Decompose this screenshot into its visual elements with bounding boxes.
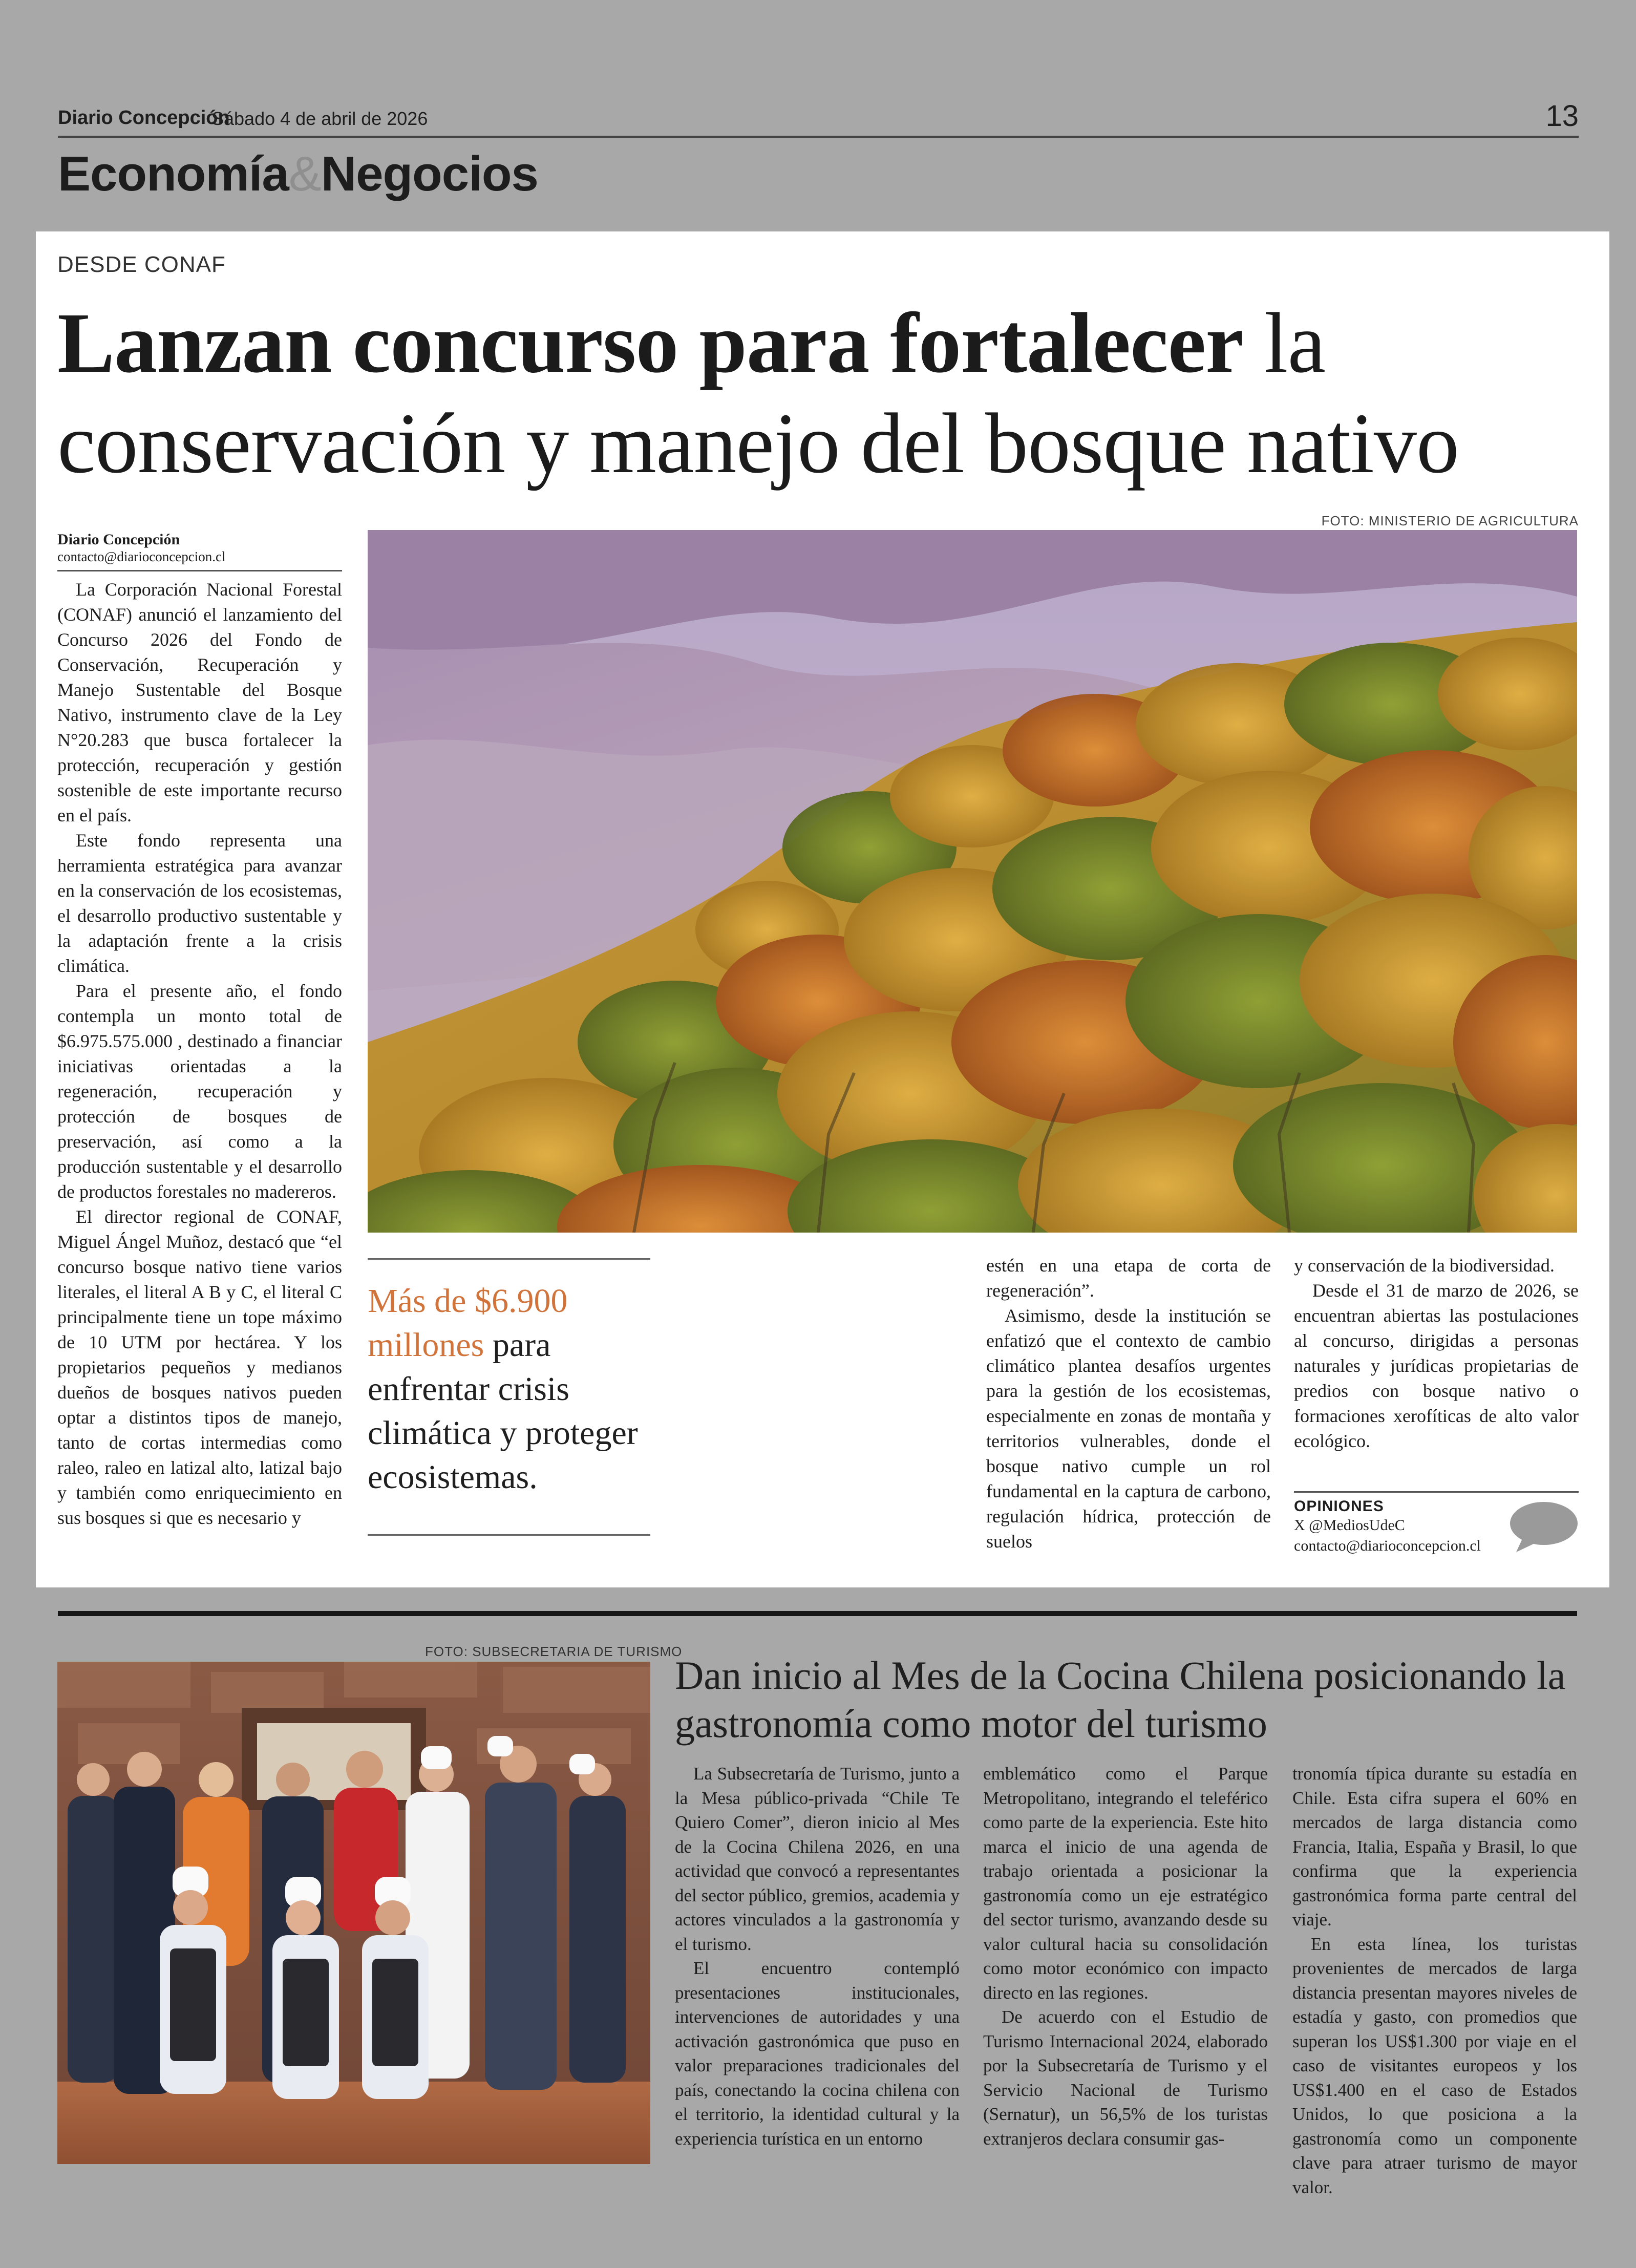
opinions-box xyxy=(1294,1491,1579,1570)
byline-author: Diario Concepción xyxy=(57,531,180,548)
story-kicker: DESDE CONAF xyxy=(57,252,226,277)
paragraph: El director regional de CONAF, Miguel Ángel Muñoz, destacó que “el concurso bosque nativo tiene varios literales, el literal A B y C, el literal C principalmente tiene un tope máximo de 10 UTM por hectárea. Y los propietarios pequeños y medianos dueños de bosques nativos pueden optar a distintos tipos de manejo, tanto de cortas intermedias como raleo, raleo en latizal alto, latizal bajo y también como enriquecimiento en sus bosques si que es necesario y xyxy=(57,1206,342,1528)
opinions-email: contacto@diarioconcepcion.cl xyxy=(1294,1537,1481,1554)
paragraph: El encuentro contempló presentaciones institucionales, intervenciones de autoridades y una activación gastronómica que puso en valor preparaciones tradicionales del país, conectando la cocina chilena con el territorio, la identidad cultural y la experiencia turística en un entorno xyxy=(675,1958,960,2149)
pull-quote-text xyxy=(368,1279,650,1499)
second-story-headline: Dan inicio al Mes de la Cocina Chilena posicionando la gastronomía como motor del turismo xyxy=(675,1653,1566,1746)
section-title-part1: Economía xyxy=(58,146,289,201)
pull-quote xyxy=(368,1258,650,1536)
paragraph: tronomía típica durante su estadía en Chile. Esta cifra supera el 60% en mercados de larga distancia como Francia, Italia, España y Brasil, lo que confirma que la experiencia gastronómica forma parte central del viaje. xyxy=(1292,1764,1577,1930)
main-story-card xyxy=(36,231,1609,1587)
paragraph: emblemático como el Parque Metropolitano, integrando el teleférico como parte de la experiencia. Este hito marca el inicio de una agenda de trabajo orientada a posicionar la gastronomía como un eje estratégico del sector turismo, avanzando desde su valor cultural hacia su consolidación como motor económico con impacto directo en las regiones. xyxy=(983,1764,1268,2003)
article-column-1 xyxy=(57,577,342,1531)
speech-bubble-icon xyxy=(1507,1499,1579,1555)
page-number: 13 xyxy=(1545,99,1579,133)
photo-credit: FOTO: SUBSECRETARIA DE TURISMO xyxy=(425,1644,683,1659)
article-column-4 xyxy=(1294,1253,1579,1454)
headline-regular: la conservación y manejo del bosque nativo xyxy=(57,295,1459,491)
opinions-title: OPINIONES xyxy=(1294,1498,1384,1515)
pull-quote-highlight: Más de $6.900 millones xyxy=(368,1282,568,1364)
pull-quote-rest: para enfrentar crisis climática y proteger ecosistemas. xyxy=(368,1326,638,1496)
byline-email: contacto@diarioconcepcion.cl xyxy=(57,549,226,564)
story-headline xyxy=(57,293,1588,494)
paragraph: La Subsecretaría de Turismo, junto a la Mesa público-privada “Chile Te Quiero Comer”, dieron inicio al Mes de la Cocina Chilena 2026, en una actividad que convocó a representantes del sector público, gremios, academia y actores vinculados a la gastronomía y el turismo. xyxy=(675,1764,960,1954)
section-divider xyxy=(58,1611,1577,1616)
article-column-3 xyxy=(986,1253,1271,1554)
paragraph: estén en una etapa de corta de regeneración”. xyxy=(986,1255,1271,1301)
opinions-x-handle: X @MediosUdeC xyxy=(1294,1517,1405,1534)
newspaper-name: Diario Concepción xyxy=(58,107,230,129)
paragraph: La Corporación Nacional Forestal (CONAF) anunció el lanzamiento del Concurso 2026 del Fondo de Conservación, Recuperación y Manejo Sustentable del Bosque Nativo, instrumento clave de la Ley N°20.283 que busca fortalecer la protección, recuperación y gestión sostenible de este importante recurso en el país. xyxy=(57,579,342,825)
issue-date: Sábado 4 de abril de 2026 xyxy=(211,108,428,129)
headline-bold: Lanzan concurso para fortalecer xyxy=(57,295,1243,391)
byline xyxy=(57,531,342,571)
second-article-column-1 xyxy=(675,1762,960,2151)
forest-photo xyxy=(368,530,1577,1233)
paragraph: De acuerdo con el Estudio de Turismo Internacional 2024, elaborado por la Subsecretaría de Turismo y el Servicio Nacional de Turismo (Sernatur), un 56,5% de los turistas extranjeros declara consumir gas- xyxy=(983,2007,1268,2149)
second-article-column-2 xyxy=(983,1762,1268,2151)
paragraph: y conservación de la biodiversidad. xyxy=(1294,1255,1555,1276)
paragraph: En esta línea, los turistas provenientes de mercados de larga distancia presentan mayores niveles de estadía y gasto, con promedios que superan los US$1.300 por viaje en el caso de visitantes europeos y los US$1.400 en el caso de Estados Unidos, lo que posiciona a la gastronomía como un componente clave para atraer turismo de mayor valor. xyxy=(1292,1934,1577,2197)
chefs-group-photo xyxy=(57,1662,650,2164)
paragraph: Desde el 31 de marzo de 2026, se encuentran abiertas las postulaciones al concurso, dirigidas a personas naturales y jurídicas propietarias de predios con bosque nativo o formaciones xerofíticas de alto valor ecológico. xyxy=(1294,1280,1579,1451)
section-title xyxy=(58,146,538,202)
second-article-column-3 xyxy=(1292,1762,1577,2199)
paragraph: Este fondo representa una herramienta estratégica para avanzar en la conservación de los ecosistemas, el desarrollo productivo sustentable y la adaptación frente a la crisis climática. xyxy=(57,830,342,976)
masthead xyxy=(58,99,1579,138)
photo-credit: FOTO: MINISTERIO DE AGRICULTURA xyxy=(1321,513,1579,528)
section-title-ampersand: & xyxy=(288,146,321,201)
paragraph: Asimismo, desde la institución se enfatizó que el contexto de cambio climático plantea desafíos urgentes para la gestión de los ecosistemas, especialmente en zonas de montaña y territorios vulnerables, donde el bosque nativo cumple un rol fundamental en la captura de carbono, regulación hídrica, protección de suelos xyxy=(986,1305,1271,1552)
paragraph: Para el presente año, el fondo contempla un monto total de $6.975.575.000 , destinado a financiar iniciativas orientadas a la regeneración, recuperación y protección de bosques de preservación, así como a la producción sustentable y el desarrollo de productos forestales no madereros. xyxy=(57,981,342,1202)
section-title-part2: Negocios xyxy=(321,146,538,201)
